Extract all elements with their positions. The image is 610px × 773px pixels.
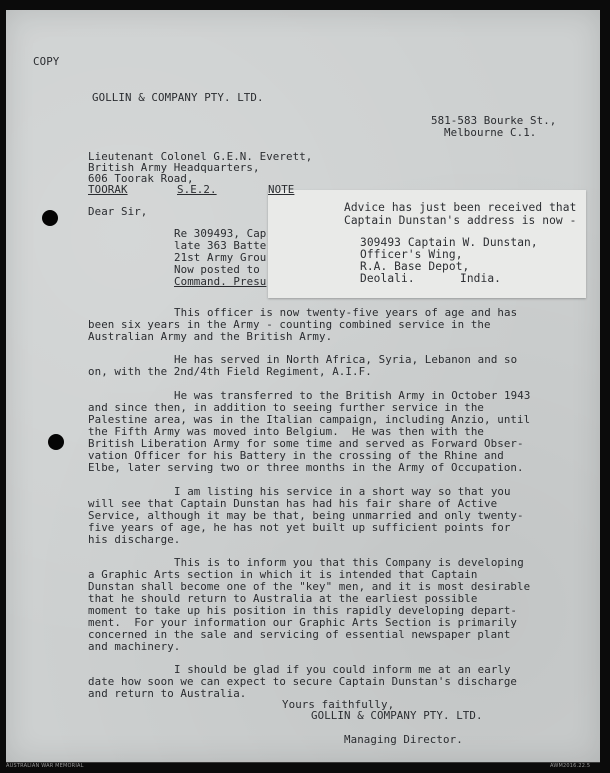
note-line-3: 309493 Captain W. Dunstan, bbox=[360, 236, 538, 249]
recipient-line-1: Lieutenant Colonel G.E.N. Everett, bbox=[88, 150, 313, 163]
note-line-4: Officer's Wing, bbox=[360, 248, 463, 261]
para3-line-1: He was transferred to the British Army in October 1943 bbox=[174, 389, 531, 402]
recipient-line-3: 606 Toorak Road, bbox=[88, 172, 194, 185]
para2-line-2: on, with the 2nd/4th Field Regiment, A.I.F. bbox=[88, 365, 372, 378]
recipient-postcode: S.E.2. bbox=[177, 183, 217, 196]
closing: Yours faithfully, bbox=[282, 698, 395, 711]
salutation: Dear Sir, bbox=[88, 205, 148, 218]
re-line-5: Command. Presu bbox=[174, 275, 267, 288]
re-line-2: late 363 Batte bbox=[174, 239, 267, 252]
para5-line-3: Dunstan shall become one of the "key" men, and it is most desirable bbox=[88, 580, 531, 593]
para4-line-5: his discharge. bbox=[88, 533, 181, 546]
para6-line-2: date how soon we can expect to secure Captain Dunstan's discharge bbox=[88, 675, 518, 688]
note-line-2: Captain Dunstan's address is now - bbox=[344, 214, 577, 227]
para4-line-4: five years of age, he has not yet built up sufficient points for bbox=[88, 521, 511, 534]
punch-hole-bottom bbox=[48, 434, 64, 450]
note-line-5: R.A. Base Depot, bbox=[360, 260, 470, 273]
footer-right: AWM2016.22.5 bbox=[550, 763, 591, 769]
company-header: GOLLIN & COMPANY PTY. LTD. bbox=[92, 91, 264, 104]
para4-line-1: I am listing his service in a short way so that you bbox=[174, 485, 511, 498]
address-line-2: Melbourne C.1. bbox=[444, 126, 537, 139]
para3-line-3: Palestine area, was in the Italian campaign, including Anzio, until bbox=[88, 413, 531, 426]
para6-line-3: and return to Australia. bbox=[88, 687, 247, 700]
para4-line-3: Service, although it may be that, being unmarried and only twenty- bbox=[88, 509, 524, 522]
footer-left: AUSTRALIAN WAR MEMORIAL bbox=[6, 763, 84, 769]
note-label: NOTE bbox=[268, 183, 295, 196]
page-bottom-edge bbox=[6, 762, 600, 763]
signature-title: Managing Director. bbox=[344, 733, 463, 746]
punch-hole-top bbox=[42, 210, 58, 226]
para3-line-7: Elbe, later serving two or three months in the Army of Occupation. bbox=[88, 461, 524, 474]
pasted-note bbox=[268, 190, 586, 298]
signature-company: GOLLIN & COMPANY PTY. LTD. bbox=[311, 709, 483, 722]
para3-line-2: and since then, in addition to seeing further service in the bbox=[88, 401, 485, 414]
copy-mark: COPY bbox=[33, 55, 60, 68]
para5-line-1: This is to inform you that this Company is developing bbox=[174, 556, 524, 569]
recipient-city: TOORAK bbox=[88, 183, 128, 196]
para3-line-4: the Fifth Army was moved into Belgium. He was then with the bbox=[88, 425, 485, 438]
para6-line-1: I should be glad if you could inform me at an early bbox=[174, 663, 511, 676]
para4-line-2: will see that Captain Dunstan has had his fair share of Active bbox=[88, 497, 498, 510]
para1-line-3: Australian Army and the British Army. bbox=[88, 330, 333, 343]
para3-line-5: British Liberation Army for some time and served as Forward Obser- bbox=[88, 437, 524, 450]
para5-line-5: moment to take up his position in this rapidly developing depart- bbox=[88, 604, 518, 617]
para5-line-8: and machinery. bbox=[88, 640, 181, 653]
address-line-1: 581-583 Bourke St., bbox=[431, 114, 557, 127]
note-line-1: Advice has just been received that bbox=[344, 201, 577, 214]
note-line-6: Deolali. bbox=[360, 272, 415, 285]
para1-line-2: been six years in the Army - counting combined service in the bbox=[88, 318, 491, 331]
note-country: India. bbox=[460, 272, 502, 285]
para5-line-6: ment. For your information our Graphic Arts Section is primarily bbox=[88, 616, 518, 629]
para2-line-1: He has served in North Africa, Syria, Lebanon and so bbox=[174, 353, 518, 366]
re-line-4: Now posted to bbox=[174, 263, 260, 276]
letter-page bbox=[6, 10, 600, 762]
para1-line-1: This officer is now twenty-five years of age and has bbox=[174, 306, 518, 319]
recipient-line-2: British Army Headquarters, bbox=[88, 161, 260, 174]
re-line-3: 21st Army Grou bbox=[174, 251, 267, 264]
para5-line-2: a Graphic Arts section in which it is intended that Captain bbox=[88, 568, 478, 581]
re-line-1: Re 309493, Cap bbox=[174, 227, 267, 240]
para5-line-4: that he should return to Australia at the earliest possible bbox=[88, 592, 478, 605]
para3-line-6: vation Officer for his Battery in the crossing of the Rhine and bbox=[88, 449, 504, 462]
para5-line-7: concerned in the sale and servicing of essential newspaper plant bbox=[88, 628, 511, 641]
